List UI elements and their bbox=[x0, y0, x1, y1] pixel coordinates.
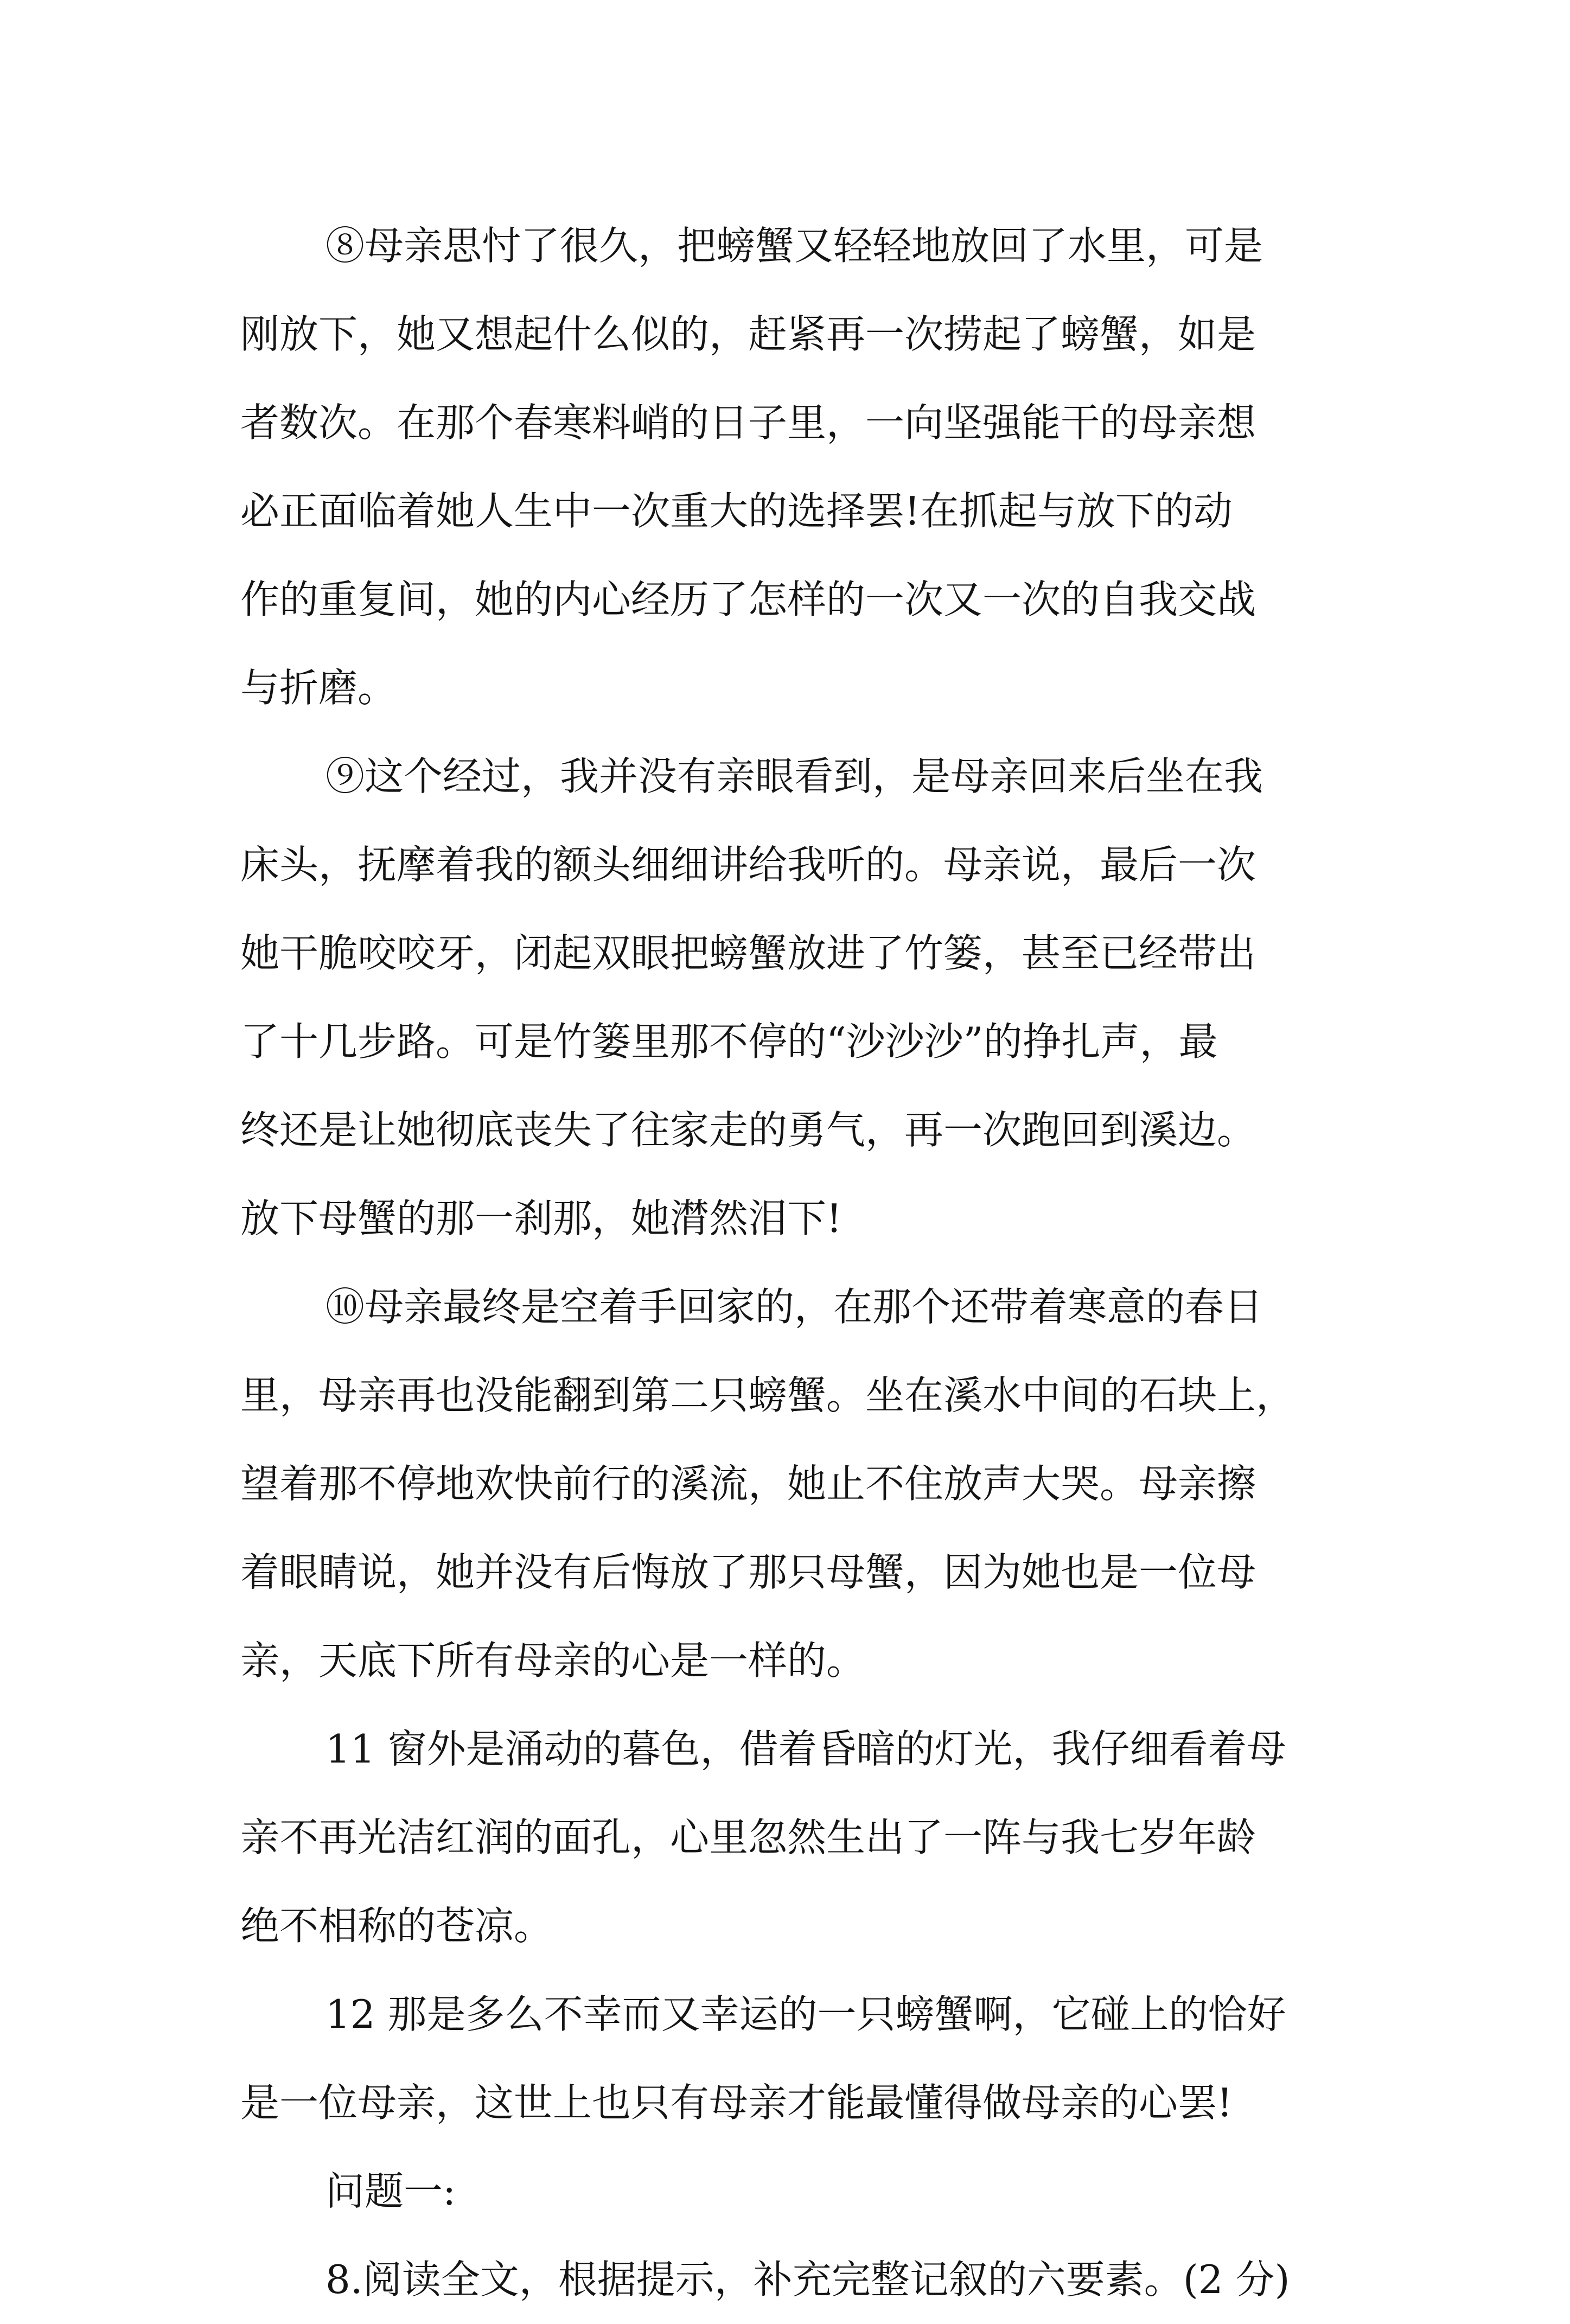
paragraph-9-line: 终还是让她彻底丧失了往家走的勇气，再一次跑回到溪边。 bbox=[240, 1107, 1256, 1153]
paragraph-11-line: 绝不相称的苍凉。 bbox=[240, 1903, 553, 1949]
article-text bbox=[240, 202, 1355, 2324]
paragraph-10-line: 着眼睛说，她并没有后悔放了那只母蟹，因为她也是一位母 bbox=[240, 1549, 1256, 1595]
paragraph-9-line: 她干脆咬咬牙，闭起双眼把螃蟹放进了竹篓，甚至已经带出 bbox=[240, 930, 1256, 976]
paragraph-12-line: 12 那是多么不幸而又幸运的一只螃蟹啊，它碰上的恰好 bbox=[326, 1991, 1286, 2037]
paragraph-9-line: 放下母蟹的那一刹那，她潸然泪下! bbox=[240, 1196, 842, 1241]
question-8: 8.阅读全文，根据提示，补充完整记叙的六要素。(2 分) bbox=[326, 2257, 1290, 2302]
paragraph-8-line: 刚放下，她又想起什么似的，赶紧再一次捞起了螃蟹，如是 bbox=[240, 311, 1256, 357]
paragraph-9-line: 床头，抚摩着我的额头细细讲给我听的。母亲说，最后一次 bbox=[240, 842, 1256, 888]
paragraph-8-line: 者数次。在那个春寒料峭的日子里，一向坚强能干的母亲想 bbox=[240, 400, 1256, 445]
paragraph-10-line: 望着那不停地欢快前行的溪流，她止不住放声大哭。母亲擦 bbox=[240, 1461, 1256, 1506]
paragraph-9-line: ⑨这个经过，我并没有亲眼看到，是母亲回来后坐在我 bbox=[326, 754, 1263, 799]
paragraph-11-line: 亲不再光洁红润的面孔，心里忽然生出了一阵与我七岁年龄 bbox=[240, 1815, 1256, 1860]
paragraph-10-line: 里，母亲再也没能翻到第二只螃蟹。坐在溪水中间的石块上， bbox=[240, 1372, 1295, 1418]
question-heading: 问题一: bbox=[326, 2168, 456, 2214]
paragraph-8-line: 作的重复间，她的内心经历了怎样的一次又一次的自我交战 bbox=[240, 577, 1256, 622]
paragraph-12-line: 是一位母亲，这世上也只有母亲才能最懂得做母亲的心罢! bbox=[240, 2080, 1233, 2125]
paragraph-8-line: 必正面临着她人生中一次重大的选择罢!在抓起与放下的动 bbox=[240, 488, 1233, 534]
paragraph-8-line: 与折磨。 bbox=[240, 665, 397, 711]
paragraph-8-line: ⑧母亲思忖了很久，把螃蟹又轻轻地放回了水里，可是 bbox=[326, 223, 1263, 269]
paragraph-10-line: 亲，天底下所有母亲的心是一样的。 bbox=[240, 1638, 866, 1683]
paragraph-9-line: 了十几步路。可是竹篓里那不停的“沙沙沙”的挣扎声，最 bbox=[240, 1019, 1218, 1064]
paragraph-10-line: ⑩母亲最终是空着手回家的，在那个还带着寒意的春日 bbox=[326, 1284, 1263, 1330]
paragraph-11-line: 11 窗外是涌动的暮色，借着昏暗的灯光，我仔细看着母 bbox=[326, 1726, 1286, 1772]
